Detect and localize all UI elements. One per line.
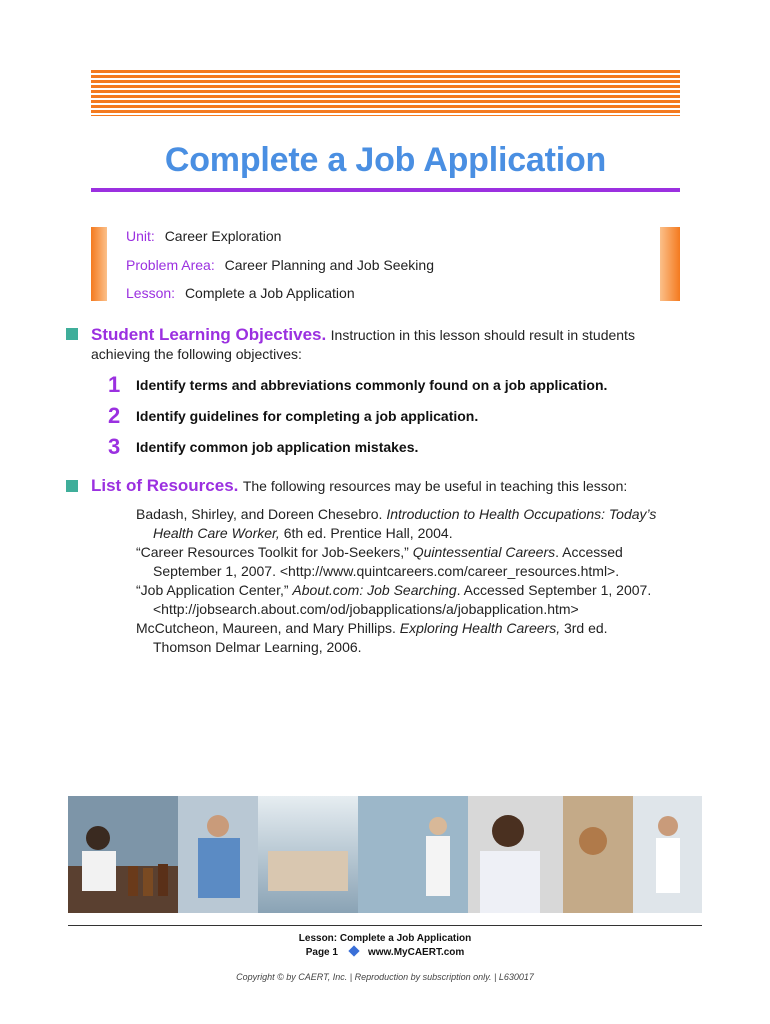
lesson-value: Complete a Job Application [184,285,355,301]
resource-title: About.com: Job Searching [292,582,457,598]
unit-row [126,228,281,244]
objective-number: 2 [108,403,121,428]
problem-area-value: Career Planning and Job Seeking [224,257,434,273]
objective-text: Identify terms and abbreviations commonly found on a job application. [136,377,608,393]
resource-text: McCutcheon, Maureen, and Mary Phillips. [136,620,400,636]
info-box-left-bar [91,227,107,301]
resource-title: Introduction to Health Occupations: Today’s Health Care Worker, [153,506,657,541]
resources-bullet-icon [66,480,78,492]
diamond-icon [348,945,359,956]
footer-page-line [0,947,770,958]
resource-text: . Accessed September 1, 2007. <http://www.quintcareers.com/career_resources.html>. [153,544,623,579]
photo-collage-image [68,796,702,913]
resource-title: Quintessential Careers [412,544,556,560]
info-box-right-bar [660,227,680,301]
unit-value: Career Exploration [164,228,282,244]
problem-area-label: Problem Area: [126,257,215,273]
title-divider [91,188,680,192]
objectives-intro [91,325,691,364]
resource-text: Badash, Shirley, and Doreen Chesebro. [136,506,387,522]
lesson-row [126,285,355,301]
footer-divider [68,925,702,926]
page-title: Complete a Job Application [164,141,607,179]
unit-label: Unit: [126,228,155,244]
objectives-bullet-icon [66,328,78,340]
resource-item [136,505,666,543]
objective-item [108,403,478,429]
health-careers-photo-strip [68,796,702,913]
objectives-intro-text: Instruction in this lesson should result in students achieving the following objectives: [91,327,635,362]
footer-page-number: Page 1 [305,947,338,958]
resources-heading: List of Resources. [91,476,239,495]
resource-text: 6th ed. Prentice Hall, 2004. [279,525,453,541]
objective-item [108,372,607,398]
footer-website: www.MyCAERT.com [367,947,465,958]
resource-text: 3rd ed. Thomson Delmar Learning, 2006. [153,620,608,655]
resources-intro [91,476,691,496]
footer-copyright: Copyright © by CAERT, Inc. | Reproduction by subscription only. | L630017 [236,972,534,982]
resource-item [136,619,666,657]
objective-number: 1 [108,372,121,397]
footer-lesson: Lesson: Complete a Job Application [298,933,472,944]
resource-text: “Career Resources Toolkit for Job-Seekers,” [136,544,413,560]
objective-item [108,434,418,460]
objectives-heading: Student Learning Objectives. [91,325,327,344]
objective-number: 3 [108,434,121,459]
resources-intro-text: The following resources may be useful in teaching this lesson: [242,478,628,494]
lesson-label: Lesson: [126,285,176,301]
objective-text: Identify guidelines for completing a job application. [136,408,479,424]
resource-item [136,581,666,619]
resource-text: . Accessed September 1, 2007. <http://jobsearch.about.com/od/jobapplications/a/jobapplication.htm> [153,582,652,617]
problem-area-row [126,257,434,273]
header-banner [91,70,680,116]
resource-text: “Job Application Center,” [136,582,293,598]
objective-text: Identify common job application mistakes. [136,439,419,455]
resource-title: Exploring Health Careers, [399,620,561,636]
resource-list [136,505,666,657]
resource-item [136,543,666,581]
